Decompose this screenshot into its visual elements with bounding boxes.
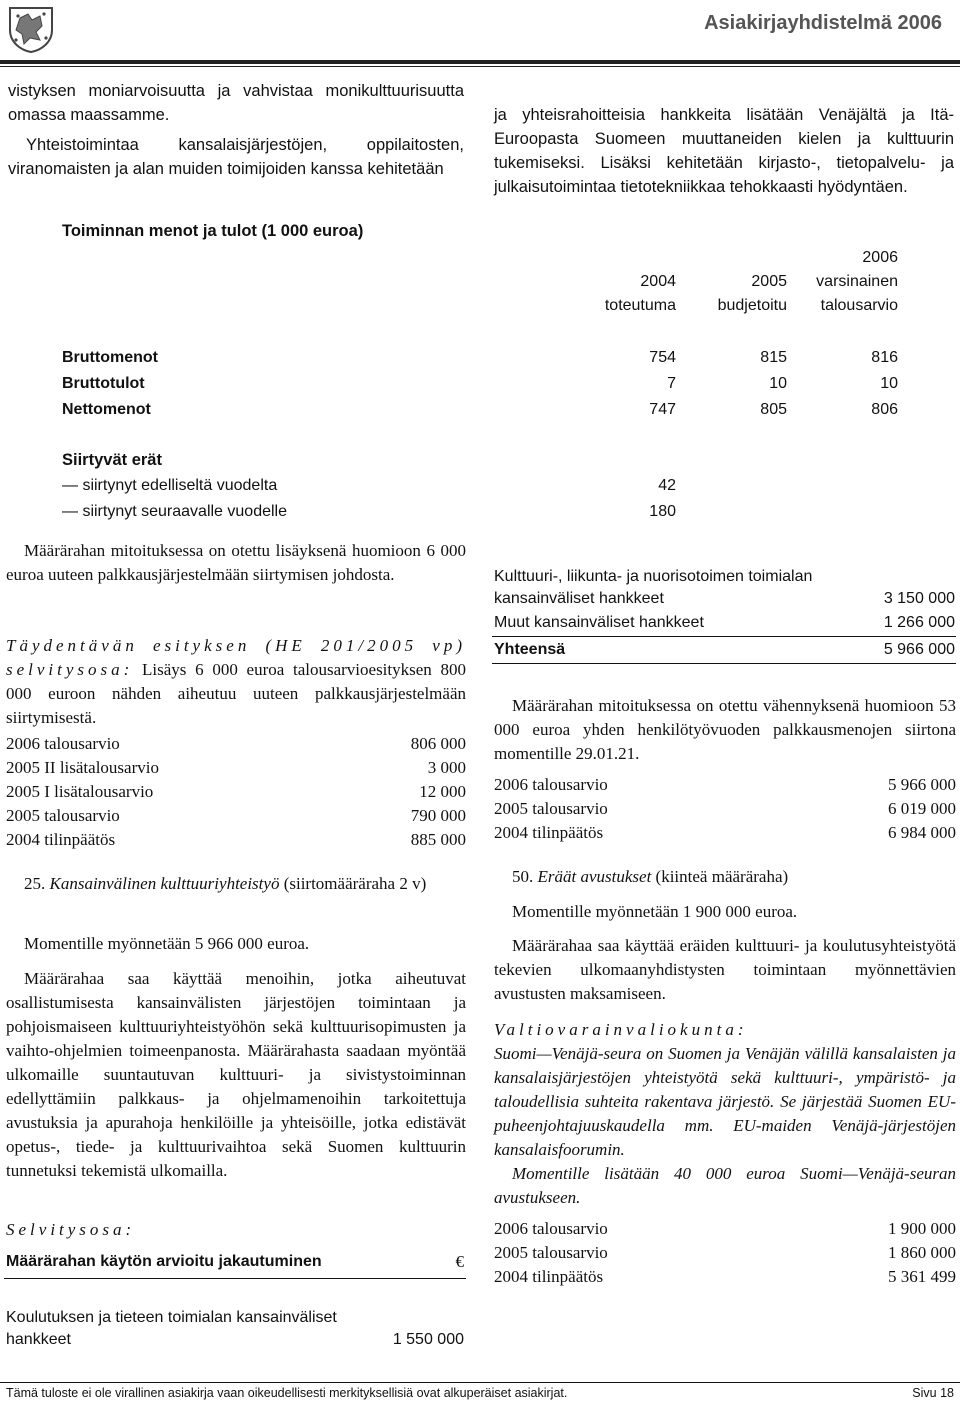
jakautuminen-rule-top	[4, 1278, 466, 1279]
col-2005-year: 2005	[751, 273, 787, 290]
figure-label: 2005 I lisätalousarvio	[6, 782, 154, 801]
table-row-value-2004: 747	[649, 401, 676, 418]
header-rule-thin	[0, 66, 960, 67]
selvitysosa-heading: Selvitysosa:	[6, 1220, 136, 1239]
header-rule	[0, 60, 960, 64]
siirtyvat-title: Siirtyvät erät	[62, 451, 162, 469]
figure-label: 2006 talousarvio	[6, 734, 120, 753]
coat-of-arms-logo	[6, 4, 56, 54]
table-row-value-2006: 10	[880, 375, 898, 392]
figure-label: 2005 talousarvio	[494, 799, 608, 818]
left-mitoitus-paragraph: Määrärahan mitoituksessa on otettu lisäyksenä huomioon 6 000 euroa uuteen palkkausjärjestelmään siirtymisen johdosta.	[6, 541, 466, 584]
table-row-value-2005: 815	[760, 349, 787, 366]
right-jak-value-2: 1 266 000	[883, 614, 955, 631]
mom50-paragraph: Määrärahaa saa käyttää eräiden kulttuuri- ja koulutusyhteistyötä tekevien ulkomaanyhdistysten toimintaan myönnettävien avustusten maksamiseen.	[494, 936, 956, 1003]
col-2006-label-1: varsinainen	[816, 273, 898, 290]
total-rule	[492, 636, 956, 637]
figure-label: 2004 tilinpäätös	[494, 823, 604, 842]
figure-value: 3 000	[427, 758, 466, 777]
table-row-value-2004: 7	[667, 375, 676, 392]
left-intro-paragraph: vistyksen moniarvoisuutta ja vahvistaa monikulttuurisuutta omassa maassamme.	[8, 82, 464, 124]
figure-label: 2005 II lisätalousarvio	[6, 758, 159, 777]
table-row-label: Bruttotulot	[62, 375, 145, 392]
siirtyvat-row-value: 42	[658, 477, 676, 494]
te-block	[6, 634, 466, 730]
table-row-label: Nettomenot	[62, 401, 151, 418]
header-title: Asiakirjayhdistelmä 2006	[704, 12, 942, 34]
figure-value: 6 984 000	[888, 823, 956, 842]
footer-page: Sivu 18	[912, 1386, 954, 1400]
figure-value: 885 000	[410, 830, 466, 849]
total-label: Yhteensä	[494, 641, 566, 658]
col-2006-header	[790, 246, 898, 318]
mom50-heading	[494, 865, 956, 889]
col-2006-year: 2006	[862, 249, 898, 266]
figure-label: 2006 talousarvio	[494, 775, 608, 794]
mom25-number: 25.	[24, 874, 46, 893]
table-row-value-2006: 806	[871, 401, 898, 418]
figure-label: 2005 talousarvio	[494, 1243, 608, 1262]
figure-value: 5 361 499	[888, 1267, 956, 1286]
mom25-title: Kansainvälinen kulttuuriyhteistyö	[49, 874, 280, 893]
table-row-value-2006: 816	[871, 349, 898, 366]
figure-label: 2004 tilinpäätös	[6, 830, 116, 849]
mom50-number: 50.	[512, 867, 534, 886]
right-jak-label-2: Muut kansainväliset hankkeet	[494, 614, 704, 631]
col-2005-label: budjetoitu	[717, 297, 787, 314]
te-heading: Täydentävän esityksen (HE 201/2005 vp) selvitysosa:	[6, 636, 466, 679]
footer-rule	[0, 1382, 960, 1383]
right-intro-paragraph: ja yhteisrahoitteisia hankkeita lisätään Venäjältä ja Itä-Euroopasta Suomeen muuttaneiden kielen ja kulttuurin tukemiseksi. Lisäksi kehitetään kirjasto-, tietopalvelu- ja julkaisutoimintaa tietotekniikkaa tehokkaasti hyödyntäen.	[494, 106, 954, 196]
siirtyvat-row-label: — siirtynyt seuraavalle vuodelle	[62, 503, 287, 520]
vv-paragraph-2: Momentille lisätään 40 000 euroa Suomi—Venäjä-seuran avustukseen.	[494, 1164, 956, 1207]
jak-item-label-2: hankkeet	[6, 1331, 71, 1348]
right-mitoitus-paragraph: Määrärahan mitoituksessa on otettu vähennyksenä huomioon 53 000 euroa yhden henkilötyövuoden palkkausmenojen siirtona momentille 29.01.21.	[494, 696, 956, 763]
siirtyvat-row-value: 180	[649, 503, 676, 520]
vv-paragraph-1: Suomi—Venäjä-seura on Suomen ja Venäjän välillä kansalaisten ja kansalaisjärjestöjen yhteistyötä sekä kulttuuri-, ympäristö- ja taloudellisia suhteita rakentava järjestö. Se järjestää Suomen EU-puheenjohtajuuskaudella mm. EU-maiden Venäjä-järjestöjen kansalaisfoorumin.	[494, 1044, 956, 1159]
figure-label: 2006 talousarvio	[494, 1219, 608, 1238]
figure-value: 12 000	[419, 782, 466, 801]
footer-note: Tämä tuloste ei ole virallinen asiakirja vaan oikeudellisesti merkityksellisiä ovat alkuperäiset asiakirjat.	[6, 1386, 568, 1400]
figure-value: 790 000	[410, 806, 466, 825]
euro-unit: €	[455, 1252, 464, 1271]
figure-label: 2004 tilinpäätös	[494, 1267, 604, 1286]
figure-value: 5 966 000	[888, 775, 956, 794]
siirtyvat-row-label: — siirtynyt edelliseltä vuodelta	[62, 477, 278, 494]
jak-item-label-1: Koulutuksen ja tieteen toimialan kansainväliset	[6, 1309, 337, 1326]
figure-value: 1 860 000	[888, 1243, 956, 1262]
right-jak-label-1b: kansainväliset hankkeet	[494, 590, 664, 607]
left-intro-paragraph-2: Yhteistoimintaa kansalaisjärjestöjen, oppilaitosten, viranomaisten ja alan muiden toimijoiden kanssa kehitetään	[8, 136, 464, 178]
col-2006-label-2: talousarvio	[820, 297, 898, 314]
figure-value: 1 900 000	[888, 1219, 956, 1238]
jak-item-value: 1 550 000	[392, 1331, 464, 1348]
jakautuminen-title: Määrärahan käytön arvioitu jakautuminen	[6, 1253, 322, 1270]
col-2005-header	[690, 270, 787, 318]
right-jak-value-1: 3 150 000	[883, 590, 955, 607]
figure-value: 806 000	[410, 734, 466, 753]
table-row-value-2005: 10	[769, 375, 787, 392]
col-2004-header	[560, 270, 676, 318]
total-rule-bottom	[492, 663, 956, 664]
col-2004-label: toteutuma	[604, 297, 676, 314]
mom25-heading	[6, 872, 466, 896]
mom25-given: Momentille myönnetään 5 966 000 euroa.	[24, 934, 310, 953]
mom50-type: (kiinteä määräraha)	[655, 867, 789, 886]
vv-heading: Valtiovarainvaliokunta:	[494, 1020, 748, 1039]
mom25-paragraph: Määrärahaa saa käyttää menoihin, jotka aiheutuvat osallistumisesta kansainvälisten järjestöjen toimintaan ja pohjoismaiseen kulttuuriyhteistyöhön sekä kulttuurisopimusten ja vaihto-ohjelmien toimeenpanosta. Määrärahasta saadaan myöntää ulkomaille suuntautuvan kulttuuri- ja sivistystoiminnan edellyttämiin palkkaus- ja ohjelmamenoihin tarkoitettuja avustuksia ja apurahoja henkilöille ja yhteisöille, jotka edistävät opetus-, tiede- ja kulttuurivaihtoa sekä Suomen kulttuurin tunnetuksi tekemistä ulkomailla.	[6, 969, 466, 1180]
col-2004-year: 2004	[640, 273, 676, 290]
mom50-given: Momentille myönnetään 1 900 000 euroa.	[512, 902, 798, 921]
table-row-label: Bruttomenot	[62, 349, 158, 366]
total-value: 5 966 000	[883, 641, 955, 658]
figure-value: 6 019 000	[888, 799, 956, 818]
mom50-title: Eräät avustukset	[537, 867, 652, 886]
table-row-value-2005: 805	[760, 401, 787, 418]
figure-label: 2005 talousarvio	[6, 806, 120, 825]
mom25-type: (siirtomääräraha 2 v)	[283, 874, 427, 893]
table-title: Toiminnan menot ja tulot (1 000 euroa)	[62, 222, 364, 240]
right-jak-label-1a: Kulttuuri-, liikunta- ja nuorisotoimen toimialan	[494, 568, 813, 585]
te-text: Lisäys 6 000 euroa talousarvioesityksen 800 000 euroon nähden aiheutuu uuteen palkkausjärjestelmään siirtymisestä.	[6, 660, 466, 727]
table-row-value-2004: 754	[649, 349, 676, 366]
